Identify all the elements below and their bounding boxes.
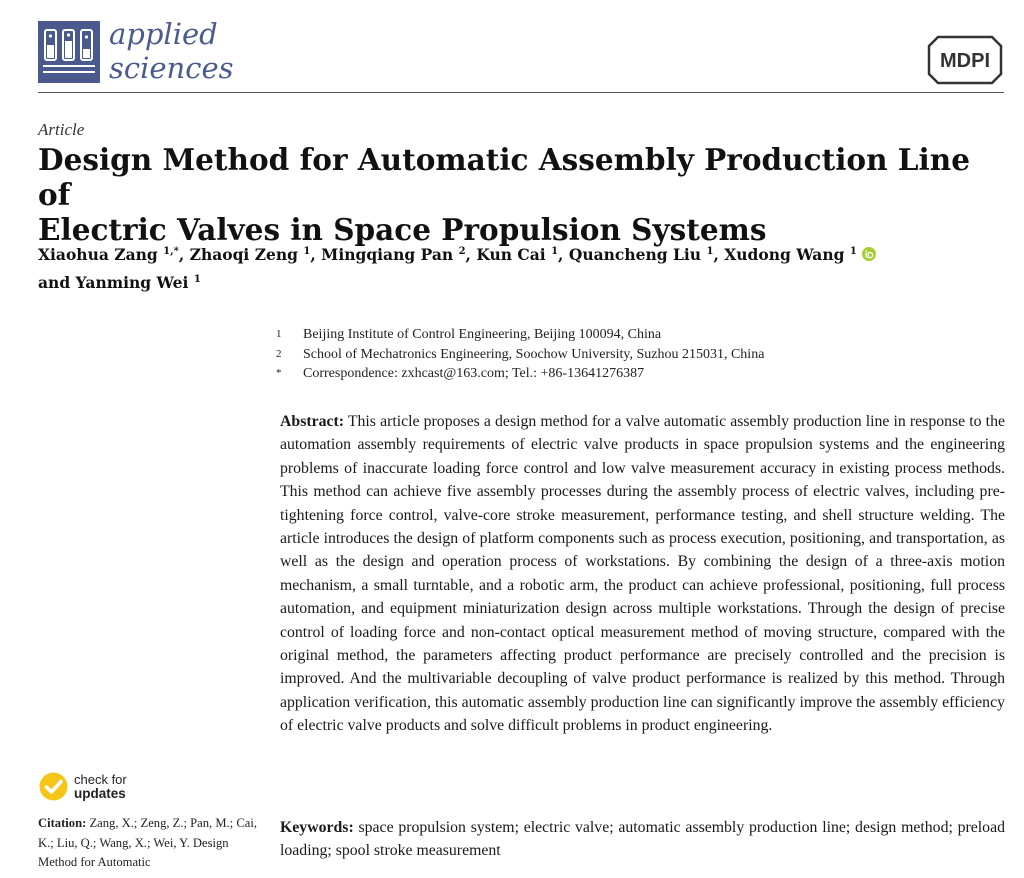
correspondence-item: [276, 364, 1006, 384]
author-affiliation-mark: 1: [551, 246, 559, 257]
mdpi-logo-text: MDPI: [940, 50, 990, 72]
citation-label: Citation:: [38, 816, 87, 830]
author-affiliation-mark: 1: [193, 274, 201, 286]
citation: [38, 814, 258, 873]
author-name[interactable]: Quancheng Liu: [568, 245, 702, 265]
mdpi-logo[interactable]: [926, 34, 1004, 91]
author-name[interactable]: Mingqiang Pan: [321, 245, 454, 265]
article-type: Article: [38, 120, 85, 139]
journal-logo-icon: [38, 21, 100, 83]
abstract-text: This article proposes a design method for a valve automatic assembly production line in response to the automation assembly requirements of electric valve products in space propulsion systems and the engineering problems of inaccurate loading force control and low valve measurement accuracy in existing process methods. This method can achieve five assembly processes during the assembly process of electric valves, including pre-tightening force control, valve-core stroke measurement, performance testing, and shell structure welding. The article introduces the design of platform components such as process execution, positioning, and transportation, as well as the design and operation process of workstations. By combining the design of a three-axis motion mechanism, a small turntable, and a robotic arm, the product can achieve professional, positioning, full process automation, and equipment miniaturization design across multiple workstations. Through the design of precise control of loading force and non-contact optical measurement method of moving structure, compared with the original method, the parameters affecting product performance are precisely controlled and the precision is improved. And the multivariable decoupling of valve product performance is realized by this method. Through application verification, this automatic assembly production line can significantly improve the assembly efficiency of electric valve products and solve difficult problems in product engineering.: [280, 413, 1005, 735]
abstract-label: Abstract:: [280, 413, 345, 430]
affiliation-item: [276, 345, 1006, 365]
check-updates-line1: check for: [74, 771, 127, 787]
journal-name[interactable]: [109, 17, 234, 85]
correspondence-text[interactable]: Correspondence: zxhcast@163.com; Tel.: +86-13641276387: [303, 366, 645, 381]
journal-name-line2: sciences: [109, 51, 234, 85]
keywords-label: Keywords:: [280, 819, 354, 836]
title-line-2: Electric Valves in Space Propulsion Systems: [38, 212, 767, 247]
affiliations: [276, 325, 1006, 384]
header-divider: [38, 92, 1004, 93]
author-affiliation-mark: 1: [849, 246, 857, 257]
author-affiliation-mark: 1: [706, 246, 714, 257]
affiliation-text: School of Mechatronics Engineering, Soochow University, Suzhou 215031, China: [303, 346, 765, 362]
orcid-icon[interactable]: [862, 247, 876, 261]
abstract: [280, 410, 1005, 738]
author-list: Xiaohua Zang $^{1,*}$, Zhaoqi Zeng $^1$, Mingqiang Pan $^2$, Kun Cai $^1$, Quancheng Liu $^1$, Xudong Wang $^1$ and Yanming Wei $^1$: [38, 239, 998, 295]
author-affiliation-mark: 1: [303, 246, 311, 257]
author-affiliation-mark: 1,*: [163, 246, 179, 257]
check-updates-icon: [38, 771, 69, 802]
author-name[interactable]: Yanming Wei: [75, 273, 189, 293]
title-line-1: Design Method for Automatic Assembly Production Line of: [38, 142, 970, 212]
affiliation-marker: *: [276, 367, 282, 379]
author-affiliation-mark: 2: [458, 246, 466, 257]
citation-text: Zang, X.; Zeng, Z.; Pan, M.; Cai, K.; Liu, Q.; Wang, X.; Wei, Y. Design Method for Automatic: [38, 816, 257, 869]
author-name[interactable]: Zhaoqi Zeng: [189, 245, 298, 265]
affiliation-item: [276, 325, 1006, 345]
article-title: [38, 142, 998, 247]
keywords-text: space propulsion system; electric valve; automatic assembly production line; design method; preload loading; spool stroke measurement: [280, 819, 1005, 860]
affiliation-marker: 2: [276, 347, 282, 360]
author-name[interactable]: Kun Cai: [476, 245, 546, 265]
affiliation-text: Beijing Institute of Control Engineering, Beijing 100094, China: [303, 327, 662, 342]
check-for-updates-badge[interactable]: [38, 771, 127, 802]
journal-name-line1: applied: [109, 17, 218, 51]
affiliation-marker: 1: [276, 328, 282, 340]
check-updates-line2: updates: [74, 785, 126, 801]
author-name[interactable]: Xudong Wang: [724, 245, 845, 265]
author-name[interactable]: Xiaohua Zang: [38, 245, 158, 265]
keywords: [280, 816, 1005, 863]
